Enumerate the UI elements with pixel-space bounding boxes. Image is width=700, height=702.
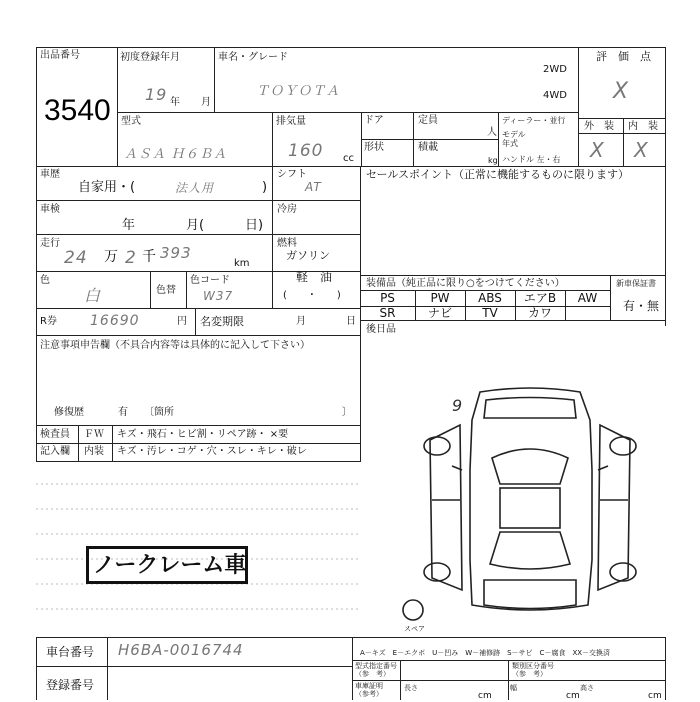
after-fit-label: 後日品	[366, 324, 396, 335]
mileage-label: 走行	[40, 238, 60, 249]
class-code-label: 類別区分番号 （参 考）	[512, 662, 554, 678]
equip-tv[interactable]: TV	[482, 306, 498, 320]
name-change-label: 名変期限	[200, 315, 244, 328]
exterior-value: X	[590, 138, 605, 162]
warranty-value: 有・無	[623, 299, 660, 313]
inspection-label: 車検	[40, 204, 60, 215]
lot-number: 3540	[44, 94, 111, 127]
chassis-label: 車台番号	[46, 645, 95, 659]
color-label: 色	[40, 275, 50, 286]
inspector-row2-head: 内装	[84, 446, 104, 457]
recycle-unit: 円	[177, 316, 187, 327]
legend: A－キズ E－エクボ U－凹み W－補修跡 S－サビ C－腐食 XX－交換済	[360, 649, 611, 657]
repair-value: 有	[118, 407, 128, 418]
capacity-unit: 人	[487, 127, 497, 138]
name-change-day: 日	[346, 316, 356, 327]
model-cert-label: 型式指定番号 （参 考）	[355, 662, 397, 678]
height-label: 高さ	[580, 684, 594, 692]
equip-pw[interactable]: PW	[430, 291, 450, 305]
fuel-gasoline: ガソリン	[286, 249, 330, 262]
sales-point-label: セールスポイント（正常に機能するものに限ります）	[366, 168, 630, 181]
no-claim-stamp-text: ノークレーム車	[93, 553, 247, 578]
grade-label: 評 価 点	[596, 50, 651, 63]
width-unit: cm	[566, 691, 580, 701]
registration-label: 登録番号	[46, 678, 95, 692]
cert-label: 車庫証明 （参考）	[355, 682, 383, 698]
recycle-value: 16690	[90, 313, 140, 329]
spare-label: スペア	[404, 625, 425, 633]
inspection-day: 日)	[245, 218, 264, 233]
history-label: 車歴	[40, 169, 60, 180]
equip-abs[interactable]: ABS	[478, 291, 502, 305]
mileage-man: 万	[104, 249, 118, 265]
length-label: 長さ	[404, 684, 418, 692]
door-label: ドア	[364, 115, 384, 126]
repair-where: 〔箇所	[144, 407, 174, 418]
dealer-label: ディーラー・並行	[502, 116, 566, 125]
color-change-label: 色替	[156, 285, 176, 296]
shape-label: 形状	[364, 142, 384, 153]
length-unit: cm	[478, 691, 492, 701]
load-unit: kg	[488, 156, 498, 165]
fuel-paren: ( ・ )	[283, 290, 341, 301]
aircon-label: 冷房	[277, 204, 297, 215]
model-value: ＡＳＡ Ｈ６ＢＡ	[124, 147, 228, 162]
2wd-label: 2WD	[543, 64, 567, 75]
chassis-value: H6BA-0016744	[118, 641, 244, 659]
load-label: 積載	[418, 142, 438, 153]
4wd-label: 4WD	[543, 90, 567, 101]
first-reg-year-unit: 年	[170, 97, 180, 108]
inspection-year: 年	[122, 218, 136, 233]
grade-value: X	[613, 79, 630, 104]
equipment-label: 装備品（純正品に限り○をつけてください）	[366, 278, 565, 289]
history-close: )	[262, 180, 268, 195]
fuel-label: 燃料	[277, 238, 297, 249]
exterior-label: 外 装	[584, 121, 614, 132]
repair-close: 〕	[342, 407, 352, 418]
displacement-unit: cc	[343, 153, 354, 164]
inspector-row1-head: ＦＷ	[84, 429, 104, 440]
model-label: 型式	[121, 116, 141, 127]
mileage-v3: 393	[160, 244, 192, 262]
history-note: 法人用	[175, 181, 215, 195]
equip-sr[interactable]: SR	[379, 306, 396, 320]
shift-label: シフト	[277, 169, 307, 180]
mileage-sen: 千	[142, 249, 156, 265]
notes-label: 注意事項申告欄（不具合内容等は具体的に記入して下さい）	[40, 340, 310, 351]
equip-aw[interactable]: AW	[577, 291, 598, 305]
car-name-label: 車名・グレード	[218, 52, 288, 63]
first-reg-year: 19	[145, 85, 168, 104]
equip-leather[interactable]: カワ	[527, 306, 552, 320]
history-value: 自家用・(	[78, 180, 136, 195]
mileage-v2: 2	[125, 248, 137, 268]
mileage-unit: km	[234, 258, 250, 269]
inspector-row1: キズ・飛石・ヒビ割・リペア跡・ ×要	[117, 429, 289, 440]
warranty-label: 新車保証書	[616, 279, 656, 288]
inspector-label-1: 検査員	[40, 429, 70, 440]
name-change-month: 月	[296, 316, 306, 327]
equip-ps[interactable]: PS	[380, 291, 395, 305]
color-value: 白	[84, 286, 102, 305]
height-unit: cm	[648, 691, 662, 701]
color-code-value: W37	[203, 289, 234, 303]
handle-label: ハンドル 左・右	[502, 155, 561, 164]
interior-value: X	[634, 138, 649, 162]
recycle-label: R券	[40, 316, 57, 327]
diagram-mark: 9	[452, 396, 464, 415]
equip-navi[interactable]: ナビ	[427, 306, 452, 320]
shift-value: AT	[305, 180, 322, 194]
displacement-value: 160	[288, 141, 324, 161]
first-reg-month-unit: 月	[201, 97, 211, 108]
equip-airbag[interactable]: エアB	[523, 291, 557, 305]
fuel-diesel: 軽 油	[296, 270, 333, 284]
car-name-value: ＴＯＹＯＴＡ	[256, 84, 341, 99]
repair-label: 修復歴	[54, 407, 84, 418]
inspector-row2: キズ・汚レ・コゲ・穴・スレ・キレ・破レ	[117, 446, 307, 457]
inspection-month: 月(	[186, 218, 205, 233]
capacity-label: 定員	[418, 115, 438, 126]
model-year-label: モデル 年式	[502, 130, 526, 148]
displacement-label: 排気量	[276, 116, 306, 127]
lot-label: 出品番号	[40, 50, 80, 61]
color-code-label: 色コード	[190, 275, 230, 286]
interior-label: 内 装	[628, 121, 658, 132]
mileage-v1: 24	[64, 248, 88, 268]
first-reg-label: 初度登録年月	[120, 52, 180, 63]
inspector-label-2: 記入欄	[40, 446, 70, 457]
width-label: 幅	[510, 684, 517, 692]
